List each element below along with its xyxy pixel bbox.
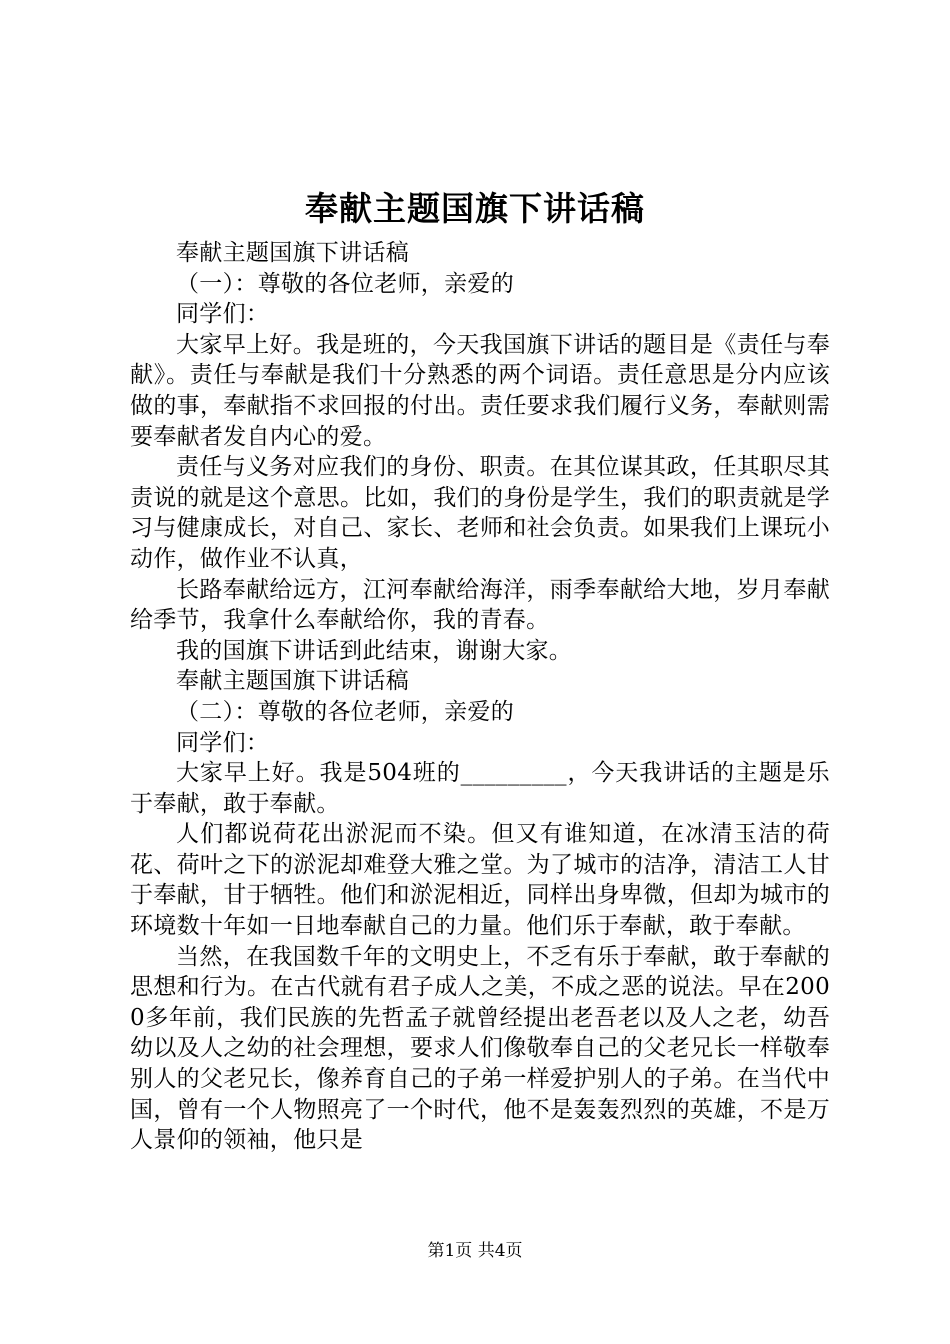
paragraph: 人们都说荷花出淤泥而不染。但又有谁知道，在冰清玉洁的荷花、荷叶之下的淤泥却难登大雅之堂。为了城市的洁净，清洁工人甘于奉献，甘于牺牲。他们和淤泥相近，同样出身卑微，但却为城市的环境数十年如一日地奉献自己的力量。他们乐于奉献，敢于奉献。: [130, 821, 830, 940]
paragraph: 大家早上好。我是504班的_________，今天我讲话的主题是乐于奉献，敢于奉献。: [130, 760, 830, 817]
paragraph: 同学们：: [176, 301, 270, 328]
paragraph: 大家早上好。我是班的，今天我国旗下讲话的题目是《责任与奉献》。责任与奉献是我们十分熟悉的两个词语。责任意思是分内应该做的事，奉献指不求回报的付出。责任要求我们履行义务，奉献则需要奉献者发自内心的爱。: [130, 331, 830, 450]
paragraph: （二）：尊敬的各位老师，亲爱的: [176, 698, 514, 725]
document-title: 奉献主题国旗下讲话稿: [305, 189, 645, 228]
paragraph: 长路奉献给远方，江河奉献给海洋，雨季奉献给大地，岁月奉献给季节，我拿什么奉献给你，我的青春。: [130, 576, 830, 634]
paragraph: 奉献主题国旗下讲话稿: [176, 240, 409, 266]
paragraph: 责任与义务对应我们的身份、职责。在其位谋其政，任其职尽其责说的就是这个意思。比如，我们的身份是学生，我们的职责就是学习与健康成长，对自己、家长、老师和社会负责。如果我们上课玩小动作，做作业不认真，: [130, 454, 830, 572]
page-footer: 第1页 共4页: [427, 1241, 523, 1261]
paragraph: 奉献主题国旗下讲话稿: [176, 668, 409, 695]
paragraph: 同学们：: [176, 729, 270, 756]
paragraph: 我的国旗下讲话到此结束，谢谢大家。: [176, 637, 573, 664]
paragraph: 当然，在我国数千年的文明史上，不乏有乐于奉献，敢于奉献的思想和行为。在古代就有君子成人之美，不成之恶的说法。早在2000多年前，我们民族的先哲孟子就曾经提出老吾老以及人之老，幼吾幼以及人之幼的社会理想，要求人们像敬奉自己的父老兄长一样敬奉别人的父老兄长，像养育自己的子弟一样爱护别人的子弟。在当代中国，曾有一个人物照亮了一个时代，他不是轰轰烈烈的英雄，不是万人景仰的领袖，他只是: [130, 943, 830, 1154]
document-body: [130, 238, 830, 1156]
paragraph: （一）：尊敬的各位老师，亲爱的: [176, 270, 514, 297]
